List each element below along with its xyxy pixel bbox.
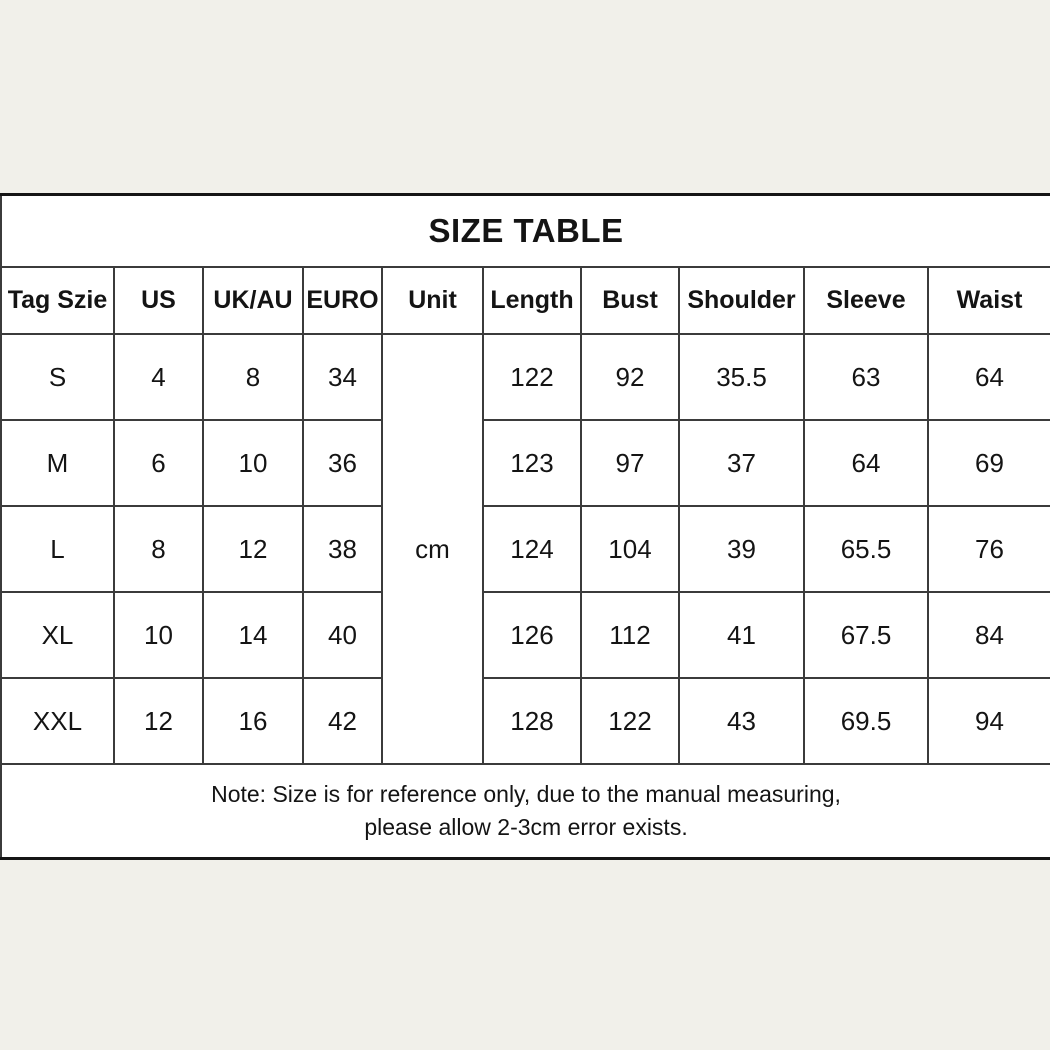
table-row-xxl: [1, 678, 1050, 764]
cell-waist: 76: [928, 506, 1050, 592]
cell-length: 123: [483, 420, 581, 506]
cell-sleeve: 67.5: [804, 592, 928, 678]
cell-shoulder: 37: [679, 420, 804, 506]
cell-unit-merged: cm: [382, 334, 483, 764]
cell-shoulder: 41: [679, 592, 804, 678]
cell-length: 128: [483, 678, 581, 764]
cell-bust: 97: [581, 420, 679, 506]
table-row-xl: [1, 592, 1050, 678]
column-header-shoulder: Shoulder: [679, 267, 804, 334]
cell-tag-size: S: [1, 334, 114, 420]
table-row-s: [1, 334, 1050, 420]
cell-euro: 38: [303, 506, 382, 592]
table-header-row: [1, 267, 1050, 334]
cell-waist: 94: [928, 678, 1050, 764]
note-line-1: Note: Size is for reference only, due to the manual measuring,: [211, 781, 841, 807]
cell-euro: 40: [303, 592, 382, 678]
size-table-panel: [0, 193, 1050, 860]
note-line-2: please allow 2-3cm error exists.: [364, 814, 688, 840]
cell-waist: 84: [928, 592, 1050, 678]
cell-us: 10: [114, 592, 203, 678]
table-title-row: [1, 195, 1050, 268]
cell-uk-au: 16: [203, 678, 303, 764]
cell-bust: 92: [581, 334, 679, 420]
cell-sleeve: 64: [804, 420, 928, 506]
cell-euro: 42: [303, 678, 382, 764]
cell-uk-au: 12: [203, 506, 303, 592]
cell-bust: 104: [581, 506, 679, 592]
cell-bust: 122: [581, 678, 679, 764]
column-header-euro: EURO: [303, 267, 382, 334]
cell-shoulder: 35.5: [679, 334, 804, 420]
cell-uk-au: 14: [203, 592, 303, 678]
column-header-us: US: [114, 267, 203, 334]
column-header-length: Length: [483, 267, 581, 334]
table-note-row: [1, 764, 1050, 859]
note-cell: [1, 764, 1050, 859]
cell-uk-au: 8: [203, 334, 303, 420]
cell-uk-au: 10: [203, 420, 303, 506]
cell-length: 124: [483, 506, 581, 592]
cell-shoulder: 39: [679, 506, 804, 592]
column-header-tag-size: Tag Szie: [1, 267, 114, 334]
cell-us: 12: [114, 678, 203, 764]
column-header-uk-au: UK/AU: [203, 267, 303, 334]
cell-length: 126: [483, 592, 581, 678]
cell-tag-size: L: [1, 506, 114, 592]
cell-us: 6: [114, 420, 203, 506]
table-row-l: [1, 506, 1050, 592]
cell-sleeve: 63: [804, 334, 928, 420]
column-header-unit: Unit: [382, 267, 483, 334]
cell-tag-size: XL: [1, 592, 114, 678]
cell-length: 122: [483, 334, 581, 420]
column-header-sleeve: Sleeve: [804, 267, 928, 334]
cell-us: 4: [114, 334, 203, 420]
cell-shoulder: 43: [679, 678, 804, 764]
cell-waist: 64: [928, 334, 1050, 420]
table-row-m: [1, 420, 1050, 506]
size-table: [0, 193, 1050, 860]
cell-tag-size: XXL: [1, 678, 114, 764]
column-header-bust: Bust: [581, 267, 679, 334]
cell-tag-size: M: [1, 420, 114, 506]
column-header-waist: Waist: [928, 267, 1050, 334]
cell-sleeve: 69.5: [804, 678, 928, 764]
table-title: SIZE TABLE: [1, 195, 1050, 268]
cell-euro: 34: [303, 334, 382, 420]
cell-us: 8: [114, 506, 203, 592]
cell-euro: 36: [303, 420, 382, 506]
cell-sleeve: 65.5: [804, 506, 928, 592]
cell-bust: 112: [581, 592, 679, 678]
cell-waist: 69: [928, 420, 1050, 506]
